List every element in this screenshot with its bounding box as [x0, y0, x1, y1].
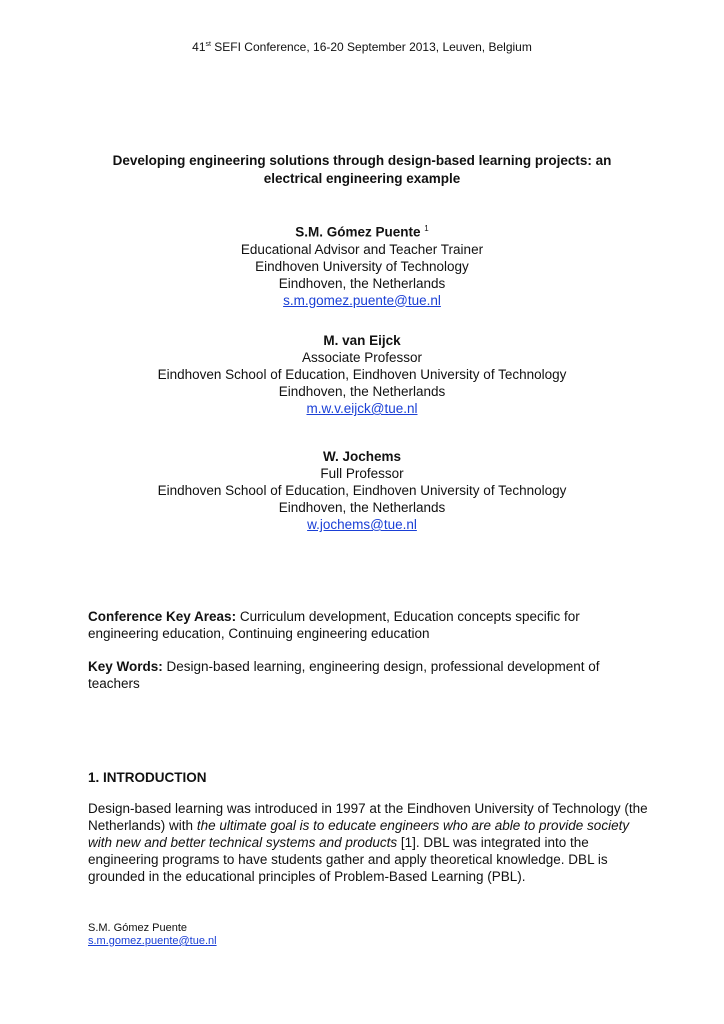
author-role: Associate Professor [301, 350, 423, 365]
key-words-label: Key Words: [88, 659, 163, 674]
author-block-3 [0, 448, 724, 533]
footer-name: S.M. Gómez Puente [88, 922, 188, 934]
author-name: W. Jochems [322, 449, 402, 464]
author-block-1 [0, 220, 724, 309]
paper-title [70, 152, 654, 188]
running-header [0, 40, 724, 54]
introduction-paragraph [88, 800, 648, 885]
intro-italic-quote: the ultimate goal is to educate engineers who are able to provide society with new and better technical systems and products [88, 818, 630, 850]
title-line-2: electrical engineering example [263, 171, 461, 186]
author-affiliation: Eindhoven School of Education, Eindhoven University of Technology [157, 367, 567, 382]
author-role: Full Professor [320, 466, 404, 481]
author-email-link[interactable]: m.w.v.eijck@tue.nl [306, 401, 418, 416]
footer-email-link[interactable]: s.m.gomez.puente@tue.nl [88, 935, 217, 947]
author-name: S.M. Gómez Puente [295, 224, 421, 240]
header-ordinal: st [205, 41, 211, 48]
author-affiliation: Eindhoven School of Education, Eindhoven University of Technology [157, 483, 567, 498]
key-areas-text: Curriculum development, Education concepts specific for engineering education, Continuing engineering education [88, 609, 580, 641]
key-areas-label: Conference Key Areas: [88, 609, 237, 624]
author-email-link[interactable]: s.m.gomez.puente@tue.nl [283, 292, 441, 308]
key-words [88, 658, 648, 692]
intro-text: Design-based learning was introduced in 1997 at the Eindhoven University of Technology (the Netherlands) with [88, 801, 648, 833]
intro-text-rest: [1]. DBL was integrated into the engineering programs to have students gather and apply theoretical knowledge. DBL is grounded in the educational principles of Problem-Based Learning (PBL). [88, 835, 608, 884]
author-name: M. van Eijck [323, 333, 401, 348]
author-location: Eindhoven, the Netherlands [278, 384, 446, 399]
header-number: 41 [192, 40, 206, 54]
footer [88, 922, 217, 948]
header-conference: SEFI Conference, 16-20 September 2013, Leuven, Belgium [210, 40, 532, 54]
author-block-2 [0, 332, 724, 417]
key-words-text: Design-based learning, engineering design, professional development of teachers [88, 659, 600, 691]
author-footnote-mark: 1 [424, 224, 429, 233]
author-role: Educational Advisor and Teacher Trainer [240, 241, 484, 257]
author-email-link[interactable]: w.jochems@tue.nl [307, 517, 417, 532]
author-affiliation: Eindhoven University of Technology [255, 258, 469, 274]
author-location: Eindhoven, the Netherlands [278, 275, 446, 291]
conference-key-areas [88, 608, 648, 642]
title-line-1: Developing engineering solutions through design-based learning projects: an [112, 153, 612, 168]
section-heading-introduction: 1. INTRODUCTION [88, 770, 207, 785]
author-location: Eindhoven, the Netherlands [278, 500, 446, 515]
